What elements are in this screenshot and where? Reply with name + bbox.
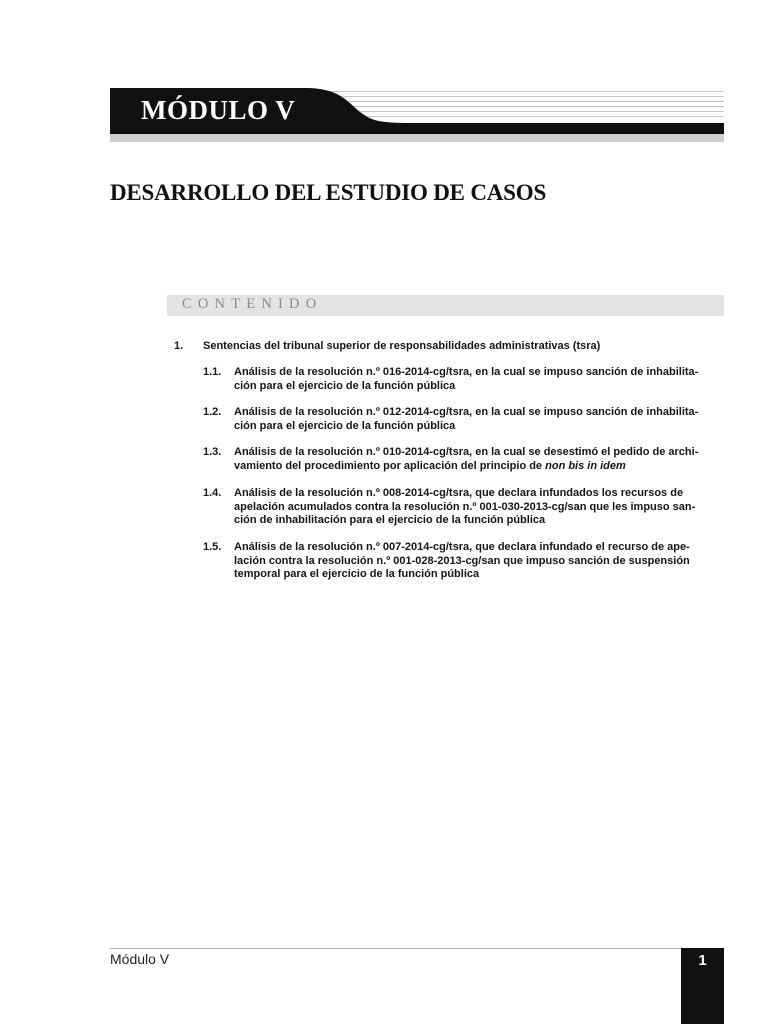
toc-item-line: apelación acumulados contra la resolución n.º 001-030-2013-cg/san que les impuso san-: [234, 500, 696, 513]
toc-item-number: 1.3.: [203, 446, 222, 458]
toc-item-line: vamiento del procedimiento por aplicación del principio de: [234, 459, 543, 472]
toc-item-line: Análisis de la resolución n.º 016-2014-cg/tsra, en la cual se impuso sanción de inhabilita-: [234, 366, 699, 378]
toc-item-number: 1.: [174, 340, 184, 352]
toc-item-number: 1.4.: [203, 487, 222, 499]
module-title: MÓDULO V: [141, 95, 296, 125]
toc-item-line: temporal para el ejercicio de la función pública: [234, 568, 480, 580]
contents-bar: [167, 295, 724, 316]
toc-item-line: lación contra la resolución n.º 001-028-2013-cg/san que impuso sanción de suspensión: [234, 554, 690, 567]
toc-item-number: 1.2.: [203, 406, 222, 418]
module-banner: [110, 88, 724, 142]
toc-item-number: 1.1.: [203, 366, 222, 378]
toc-item-italic-phrase: non bis in idem: [545, 459, 626, 472]
toc-item-line: ción para el ejercicio de la función pública: [234, 379, 456, 392]
toc-item-text: Sentencias del tribunal superior de responsabilidades administrativas (tsra): [203, 340, 601, 352]
contents-label: CONTENIDO: [182, 296, 323, 312]
footer-module-label: Módulo V: [110, 951, 170, 967]
toc-item-line: Análisis de la resolución n.º 008-2014-cg/tsra, que declara infundados los recursos de: [234, 487, 684, 499]
toc-item-line: Análisis de la resolución n.º 012-2014-cg/tsra, en la cual se impuso sanción de inhabilita-: [234, 406, 699, 418]
toc-item-line: ción de inhabilitación para el ejercicio de la función pública: [234, 514, 546, 526]
page-title: DESARROLLO DEL ESTUDIO DE CASOS: [110, 180, 547, 205]
toc-item-line: ción para el ejercicio de la función pública: [234, 419, 456, 432]
footer-rule: [110, 948, 724, 949]
toc-item-line: Análisis de la resolución n.º 010-2014-cg/tsra, en la cual se desestimó el pedido de archi-: [234, 446, 699, 458]
toc-item-line: Análisis de la resolución n.º 007-2014-cg/tsra, que declara infundado el recurso de ape-: [234, 541, 690, 553]
page-number: 1: [698, 952, 707, 969]
toc-item-number: 1.5.: [203, 541, 222, 553]
page-number-tab: [681, 948, 724, 1024]
